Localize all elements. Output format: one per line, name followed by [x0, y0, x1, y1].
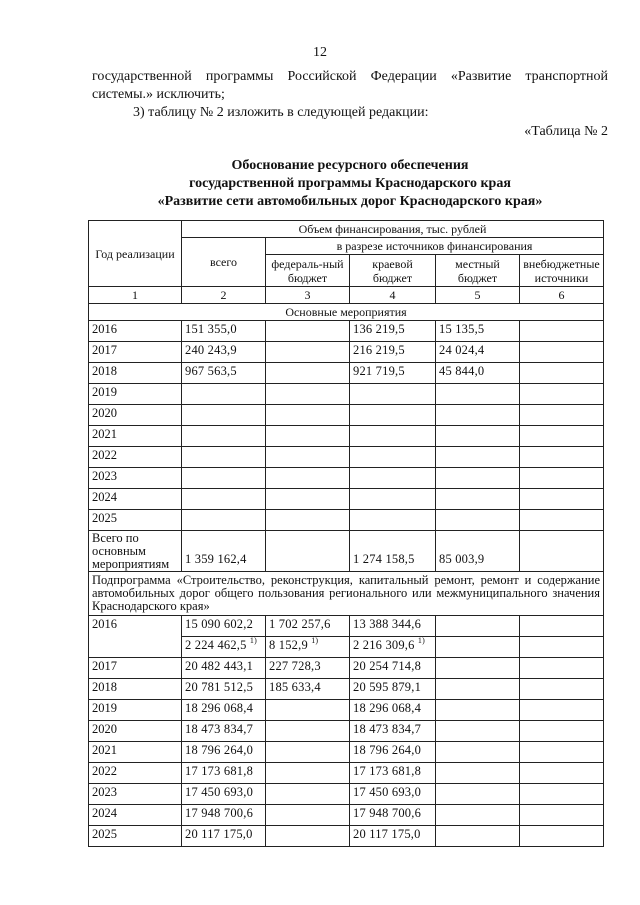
col-number: 6 — [520, 287, 604, 304]
year-cell: 2021 — [89, 426, 182, 447]
table-row — [89, 447, 604, 468]
value-text: 2 224 462,5 — [185, 638, 247, 652]
table-row — [89, 510, 604, 531]
total-cell: 151 355,0 — [182, 321, 266, 342]
intro-line-2: системы.» исключить; — [92, 87, 225, 102]
header-federal: федераль-ный бюджет — [266, 255, 350, 287]
table-row — [89, 679, 604, 700]
header-by-source: в разрезе источников финансирования — [266, 238, 604, 255]
footnote-marker: 1) — [249, 636, 257, 645]
federal-cell — [266, 784, 350, 805]
header-extra: внебюджетные источники — [520, 255, 604, 287]
regional-cell — [350, 510, 436, 531]
regional-cell — [350, 405, 436, 426]
local-cell — [436, 384, 520, 405]
intro-paragraph — [92, 68, 608, 104]
regional-cell — [350, 489, 436, 510]
table-row — [89, 658, 604, 679]
federal-cell — [266, 763, 350, 784]
regional-cell: 20 117 175,0 — [350, 826, 436, 847]
title-line-1: Обоснование ресурсного обеспечения — [231, 158, 469, 173]
value-text: 2 216 309,6 — [353, 638, 415, 652]
table-row — [89, 321, 604, 342]
title-line-3: «Развитие сети автомобильных дорог Краснодарского края» — [157, 194, 543, 209]
federal-cell-note — [266, 637, 350, 658]
local-cell — [436, 721, 520, 742]
col-number: 2 — [182, 287, 266, 304]
federal-cell: 1 702 257,6 — [266, 616, 350, 637]
local-total-cell: 85 003,9 — [436, 531, 520, 572]
total-cell: 20 482 443,1 — [182, 658, 266, 679]
federal-cell — [266, 700, 350, 721]
year-cell: 2023 — [89, 784, 182, 805]
total-cell: 20 781 512,5 — [182, 679, 266, 700]
total-cell — [182, 510, 266, 531]
regional-cell: 20 595 879,1 — [350, 679, 436, 700]
federal-cell — [266, 489, 350, 510]
federal-cell — [266, 363, 350, 384]
year-cell: 2017 — [89, 658, 182, 679]
regional-cell: 17 450 693,0 — [350, 784, 436, 805]
extra-cell — [520, 658, 604, 679]
instruction-paragraph: 3) таблицу № 2 изложить в следующей редакции: — [133, 105, 429, 120]
local-cell: 24 024,4 — [436, 342, 520, 363]
total-cell — [182, 426, 266, 447]
local-cell — [436, 742, 520, 763]
extra-cell — [520, 616, 604, 637]
document-title — [0, 157, 640, 211]
table-row — [89, 363, 604, 384]
extra-cell — [520, 763, 604, 784]
year-cell: 2022 — [89, 447, 182, 468]
total-cell: 240 243,9 — [182, 342, 266, 363]
federal-cell: 227 728,3 — [266, 658, 350, 679]
year-cell: 2020 — [89, 405, 182, 426]
federal-cell — [266, 405, 350, 426]
regional-cell — [350, 384, 436, 405]
header-regional: краевой бюджет — [350, 255, 436, 287]
local-cell — [436, 468, 520, 489]
regional-cell: 17 173 681,8 — [350, 763, 436, 784]
extra-cell — [520, 784, 604, 805]
section-title-main: Основные мероприятия — [89, 304, 604, 321]
table-row — [89, 489, 604, 510]
total-cell: 20 117 175,0 — [182, 826, 266, 847]
total-cell: 15 090 602,2 — [182, 616, 266, 637]
local-cell — [436, 763, 520, 784]
total-cell-note — [182, 637, 266, 658]
footnote-marker: 1) — [417, 636, 425, 645]
local-cell — [436, 679, 520, 700]
federal-cell — [266, 721, 350, 742]
extra-cell-note — [520, 637, 604, 658]
extra-cell — [520, 510, 604, 531]
federal-cell — [266, 468, 350, 489]
total-cell: 18 796 264,0 — [182, 742, 266, 763]
extra-cell — [520, 405, 604, 426]
table-row — [89, 742, 604, 763]
total-cell: 17 173 681,8 — [182, 763, 266, 784]
year-cell: 2024 — [89, 805, 182, 826]
extra-cell — [520, 342, 604, 363]
table-row — [89, 700, 604, 721]
extra-cell — [520, 805, 604, 826]
local-cell-note — [436, 637, 520, 658]
extra-cell — [520, 742, 604, 763]
regional-cell: 921 719,5 — [350, 363, 436, 384]
table-row — [89, 826, 604, 847]
table-row — [89, 468, 604, 489]
extra-cell — [520, 447, 604, 468]
col-number: 5 — [436, 287, 520, 304]
extra-cell — [520, 489, 604, 510]
total-cell — [182, 405, 266, 426]
regional-cell: 18 296 068,4 — [350, 700, 436, 721]
year-cell: 2025 — [89, 510, 182, 531]
total-cell: 17 450 693,0 — [182, 784, 266, 805]
year-cell: 2021 — [89, 742, 182, 763]
year-cell: 2019 — [89, 700, 182, 721]
regional-cell-note — [350, 637, 436, 658]
year-cell: 2019 — [89, 384, 182, 405]
table-caption: «Таблица № 2 — [524, 124, 608, 139]
total-cell — [182, 489, 266, 510]
year-cell: 2023 — [89, 468, 182, 489]
local-cell — [436, 784, 520, 805]
title-line-2: государственной программы Краснодарского края — [189, 176, 511, 191]
year-cell: 2025 — [89, 826, 182, 847]
col-number: 3 — [266, 287, 350, 304]
extra-cell — [520, 700, 604, 721]
header-local: местный бюджет — [436, 255, 520, 287]
total-total-cell: 1 359 162,4 — [182, 531, 266, 572]
extra-cell — [520, 426, 604, 447]
value-text: 8 152,9 — [269, 638, 308, 652]
table-row — [89, 342, 604, 363]
federal-cell — [266, 805, 350, 826]
intro-line-1: государственной программы Российской Федерации «Развитие транспортной — [92, 69, 608, 84]
federal-cell — [266, 826, 350, 847]
regional-cell — [350, 447, 436, 468]
federal-cell — [266, 321, 350, 342]
year-cell: 2018 — [89, 679, 182, 700]
total-cell: 967 563,5 — [182, 363, 266, 384]
federal-cell — [266, 426, 350, 447]
extra-cell — [520, 468, 604, 489]
local-cell: 15 135,5 — [436, 321, 520, 342]
table-row — [89, 805, 604, 826]
local-cell — [436, 447, 520, 468]
year-cell: 2022 — [89, 763, 182, 784]
regional-cell: 13 388 344,6 — [350, 616, 436, 637]
extra-cell — [520, 721, 604, 742]
federal-cell — [266, 510, 350, 531]
total-label: Всего по основным мероприятиям — [89, 531, 182, 572]
regional-total-cell: 1 274 158,5 — [350, 531, 436, 572]
header-year: Год реализации — [89, 221, 182, 287]
regional-cell: 216 219,5 — [350, 342, 436, 363]
table-row — [89, 426, 604, 447]
header-funding: Объем финансирования, тыс. рублей — [182, 221, 604, 238]
local-cell — [436, 805, 520, 826]
total-cell: 18 296 068,4 — [182, 700, 266, 721]
total-cell — [182, 447, 266, 468]
regional-cell: 18 473 834,7 — [350, 721, 436, 742]
section-title-subprogram: Подпрограмма «Строительство, реконструкция, капитальный ремонт, ремонт и содержание автомобильных дорог общего пользования регионального или межмуниципального значения Краснодарского края» — [89, 572, 604, 616]
year-cell: 2018 — [89, 363, 182, 384]
col-number: 4 — [350, 287, 436, 304]
total-cell: 18 473 834,7 — [182, 721, 266, 742]
footnote-marker: 1) — [311, 636, 319, 645]
total-cell — [182, 384, 266, 405]
total-row — [89, 531, 604, 572]
year-cell: 2016 — [89, 321, 182, 342]
year-cell: 2024 — [89, 489, 182, 510]
year-cell: 2016 — [89, 616, 182, 658]
regional-cell — [350, 468, 436, 489]
extra-cell — [520, 363, 604, 384]
local-cell: 45 844,0 — [436, 363, 520, 384]
regional-cell — [350, 426, 436, 447]
total-cell: 17 948 700,6 — [182, 805, 266, 826]
extra-cell — [520, 384, 604, 405]
extra-total-cell — [520, 531, 604, 572]
page-number: 12 — [313, 45, 327, 60]
federal-cell — [266, 342, 350, 363]
year-cell: 2020 — [89, 721, 182, 742]
table-row — [89, 721, 604, 742]
local-cell — [436, 405, 520, 426]
local-cell — [436, 426, 520, 447]
year-cell: 2017 — [89, 342, 182, 363]
extra-cell — [520, 826, 604, 847]
regional-cell: 17 948 700,6 — [350, 805, 436, 826]
table-row — [89, 784, 604, 805]
total-cell — [182, 468, 266, 489]
federal-cell — [266, 384, 350, 405]
regional-cell: 18 796 264,0 — [350, 742, 436, 763]
local-cell — [436, 826, 520, 847]
header-total: всего — [182, 238, 266, 287]
regional-cell: 136 219,5 — [350, 321, 436, 342]
federal-cell — [266, 447, 350, 468]
table-row — [89, 405, 604, 426]
local-cell — [436, 658, 520, 679]
local-cell — [436, 616, 520, 637]
table-row — [89, 384, 604, 405]
col-number: 1 — [89, 287, 182, 304]
local-cell — [436, 510, 520, 531]
extra-cell — [520, 679, 604, 700]
local-cell — [436, 700, 520, 721]
federal-cell: 185 633,4 — [266, 679, 350, 700]
federal-total-cell — [266, 531, 350, 572]
federal-cell — [266, 742, 350, 763]
regional-cell: 20 254 714,8 — [350, 658, 436, 679]
table-row — [89, 763, 604, 784]
local-cell — [436, 489, 520, 510]
extra-cell — [520, 321, 604, 342]
funding-table — [88, 220, 604, 847]
